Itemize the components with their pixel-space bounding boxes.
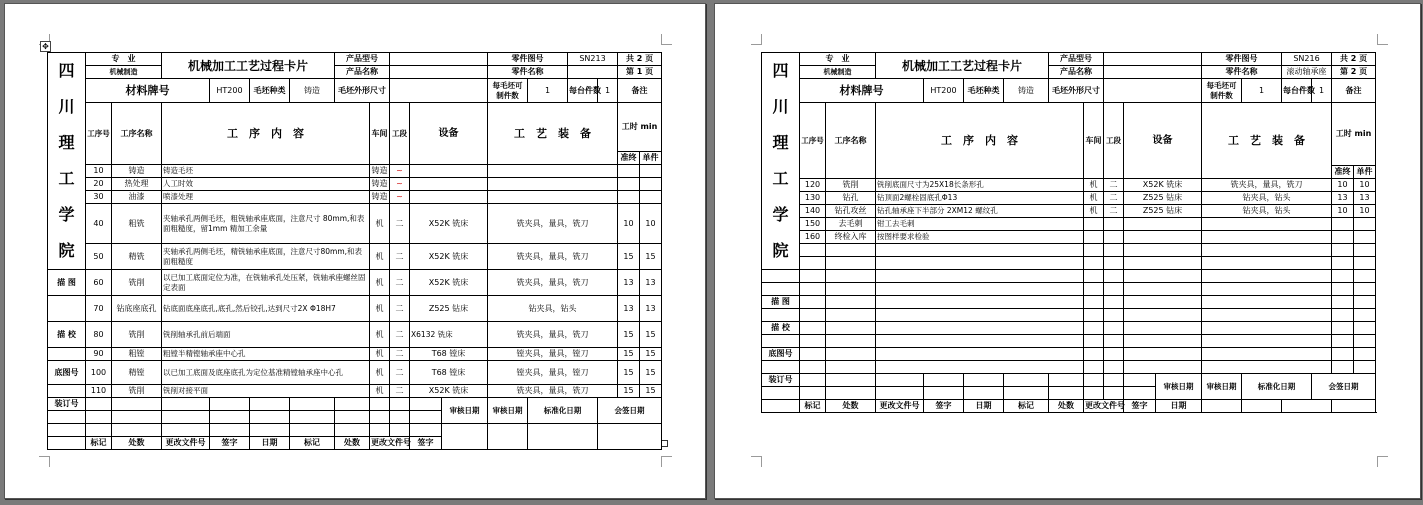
- op-tooling[interactable]: [488, 191, 618, 204]
- op-section[interactable]: 二: [390, 204, 410, 244]
- side-label-check: 描 校: [762, 322, 800, 335]
- crop-mark: [39, 456, 50, 467]
- op-no[interactable]: 30: [86, 191, 112, 204]
- op-name[interactable]: 精铣: [112, 244, 162, 270]
- op-name[interactable]: 铣削: [112, 385, 162, 398]
- table-row: [762, 257, 1376, 270]
- school-name: 四 川 理 工 学 院: [48, 53, 86, 270]
- footer-count: 处数: [826, 400, 876, 413]
- crop-mark: [751, 456, 762, 467]
- op-content[interactable]: 以已加工底面定位为准，在铣轴承孔处压紧，铣轴承座螺丝固定表面: [162, 270, 370, 296]
- op-equipment[interactable]: T68 镗床: [410, 348, 488, 361]
- col-unit-time: 单件: [1354, 166, 1376, 179]
- countersign-date-label: 会签日期: [1312, 374, 1376, 400]
- specialty-label: 专 业: [800, 53, 876, 66]
- blank-size-label: 毛坯外形尺寸: [335, 79, 390, 103]
- material-value[interactable]: HT200: [210, 79, 250, 103]
- table-row: [762, 231, 1376, 244]
- op-section[interactable]: 二: [390, 348, 410, 361]
- op-content[interactable]: 铸造毛坯: [162, 165, 370, 178]
- crop-mark: [751, 34, 762, 45]
- op-no[interactable]: 100: [86, 361, 112, 385]
- table-row: [48, 348, 662, 361]
- footer-count-2: 处数: [335, 437, 370, 450]
- parts-per-unit-label: 每台件数: [568, 79, 598, 103]
- table-row: [762, 192, 1376, 205]
- op-content[interactable]: 钻孔轴承座下半部分 2XM12 螺纹孔: [876, 205, 1084, 218]
- table-row: [762, 335, 1376, 348]
- op-section[interactable]: 二: [1104, 179, 1124, 192]
- footer-sign: 签字: [924, 400, 964, 413]
- op-no[interactable]: 60: [86, 270, 112, 296]
- op-workshop[interactable]: 机: [370, 244, 390, 270]
- material-label: 材料牌号: [86, 79, 210, 103]
- op-workshop[interactable]: 机: [1084, 205, 1104, 218]
- parts-per-blank-value[interactable]: 1: [1242, 79, 1282, 103]
- op-tooling[interactable]: [1202, 218, 1332, 231]
- footer-doc-no: 更改文件号: [876, 400, 924, 413]
- op-workshop[interactable]: 铸造: [370, 191, 390, 204]
- op-section[interactable]: 二: [390, 385, 410, 398]
- op-equipment[interactable]: X52K 铣床: [410, 204, 488, 244]
- op-workshop[interactable]: 机: [370, 322, 390, 348]
- op-tooling[interactable]: 钻夹具，钻头: [488, 296, 618, 322]
- op-unit[interactable]: 15: [640, 361, 662, 385]
- part-name-value[interactable]: 滚动轴承座: [1282, 66, 1332, 79]
- op-equipment[interactable]: [410, 191, 488, 204]
- op-content[interactable]: 铣削轴承孔前后端面: [162, 322, 370, 348]
- part-no-value[interactable]: SN213: [568, 53, 618, 66]
- op-equipment[interactable]: X52K 铣床: [1124, 179, 1202, 192]
- col-prep-time: 准终: [1332, 166, 1354, 179]
- table-row: [48, 191, 662, 204]
- specialty-value: 机械制造: [86, 66, 162, 79]
- op-prep[interactable]: [618, 178, 640, 191]
- footer-count-2: 处数: [1049, 400, 1084, 413]
- op-prep[interactable]: 15: [618, 385, 640, 398]
- op-prep[interactable]: 13: [1332, 192, 1354, 205]
- blank-type-label: 毛坯种类: [250, 79, 290, 103]
- op-unit[interactable]: [640, 165, 662, 178]
- footer-date-2: 日期: [1156, 400, 1202, 413]
- table-row: [48, 165, 662, 178]
- op-tooling[interactable]: 钻夹具，钻头: [1202, 192, 1332, 205]
- footer-sign-2: 签字: [1124, 400, 1156, 413]
- op-no[interactable]: 40: [86, 204, 112, 244]
- countersign-date-label: 会签日期: [598, 398, 662, 424]
- op-name[interactable]: 热处理: [112, 178, 162, 191]
- document-page-2: [714, 3, 1421, 499]
- op-workshop[interactable]: [1084, 231, 1104, 244]
- table-resize-handle-icon[interactable]: [661, 440, 668, 447]
- table-row: [762, 361, 1376, 374]
- specialty-label: 专 业: [86, 53, 162, 66]
- op-unit[interactable]: 15: [640, 348, 662, 361]
- op-no[interactable]: 120: [800, 179, 826, 192]
- op-workshop[interactable]: 机: [370, 385, 390, 398]
- part-name-value[interactable]: [568, 66, 618, 79]
- op-section[interactable]: 二: [390, 361, 410, 385]
- op-name[interactable]: 钻底座底孔: [112, 296, 162, 322]
- col-section: 工段: [390, 103, 410, 165]
- op-content[interactable]: 按图样要求检验: [876, 231, 1084, 244]
- op-tooling[interactable]: [488, 165, 618, 178]
- op-name[interactable]: 铣削: [112, 322, 162, 348]
- op-equipment[interactable]: X52K 铣床: [410, 270, 488, 296]
- op-no[interactable]: 90: [86, 348, 112, 361]
- material-value[interactable]: HT200: [924, 79, 964, 103]
- col-op-no: 工序号: [86, 103, 112, 165]
- table-row: [762, 270, 1376, 283]
- review-date-label-2: 审核日期: [1202, 374, 1242, 400]
- col-tooling: 工 艺 装 备: [1202, 103, 1332, 179]
- table-row: [762, 296, 1376, 309]
- remark-label: 备注: [618, 79, 662, 103]
- col-equipment: 设备: [1124, 103, 1202, 179]
- op-prep[interactable]: 10: [618, 204, 640, 244]
- op-equipment[interactable]: [410, 178, 488, 191]
- card-title: 机械加工工艺过程卡片: [162, 53, 335, 79]
- side-label-base-no: 底图号: [762, 348, 800, 361]
- side-cell: [48, 348, 86, 361]
- parts-per-unit-value[interactable]: 1: [1312, 79, 1332, 103]
- op-unit[interactable]: [1354, 218, 1376, 231]
- footer-date: 日期: [964, 400, 1004, 413]
- footer-sign: 签字: [210, 437, 250, 450]
- op-no[interactable]: 70: [86, 296, 112, 322]
- op-no[interactable]: 80: [86, 322, 112, 348]
- standardization-date-label: 标准化日期: [528, 398, 598, 424]
- parts-per-blank-label: 每毛坯可制件数: [488, 79, 528, 103]
- crop-mark: [1377, 34, 1388, 45]
- op-name[interactable]: 终检入库: [826, 231, 876, 244]
- crop-mark: [661, 456, 672, 467]
- product-name-value[interactable]: [390, 66, 488, 79]
- col-tooling: 工 艺 装 备: [488, 103, 618, 165]
- op-name[interactable]: 钻孔: [826, 192, 876, 205]
- op-workshop[interactable]: 铸造: [370, 165, 390, 178]
- op-tooling[interactable]: 镗夹具，量具，镗刀: [488, 361, 618, 385]
- table-row: [48, 322, 662, 348]
- parts-per-unit-value[interactable]: 1: [598, 79, 618, 103]
- table-row: [48, 361, 662, 385]
- blank-size-label: 毛坯外形尺寸: [1049, 79, 1104, 103]
- op-content[interactable]: 钻底面底座底孔,底孔,然后铰孔,达到尺寸2X Φ18H7: [162, 296, 370, 322]
- remark-label: 备注: [1332, 79, 1376, 103]
- op-tooling[interactable]: 铣夹具，量具，铣刀: [488, 322, 618, 348]
- op-workshop[interactable]: 机: [370, 361, 390, 385]
- side-cell: [48, 385, 86, 398]
- parts-per-blank-label: 每毛坯可制件数: [1202, 79, 1242, 103]
- op-unit[interactable]: 15: [640, 244, 662, 270]
- op-section[interactable]: 二: [390, 322, 410, 348]
- side-label-draw: 描 图: [762, 296, 800, 309]
- op-unit[interactable]: 15: [640, 385, 662, 398]
- op-name[interactable]: 粗铣: [112, 204, 162, 244]
- op-content[interactable]: 人工时效: [162, 178, 370, 191]
- col-op-content: 工 序 内 容: [162, 103, 370, 165]
- op-name[interactable]: 粗镗: [112, 348, 162, 361]
- process-card-table: [761, 52, 1376, 413]
- op-content[interactable]: 夹轴承孔两侧毛坯，粗铣轴承座底面，注意尺寸 80mm,和表面粗糙度，留1mm 精加工余量: [162, 204, 370, 244]
- table-row: [762, 244, 1376, 257]
- op-content[interactable]: 铣削底面尺寸为25X18长条形孔: [876, 179, 1084, 192]
- part-no-label: 零件图号: [488, 53, 568, 66]
- col-op-name: 工序名称: [112, 103, 162, 165]
- op-tooling[interactable]: 铣夹具，量具，铣刀: [488, 385, 618, 398]
- blank-size-value[interactable]: [390, 79, 488, 103]
- op-no[interactable]: 140: [800, 205, 826, 218]
- footer-date: 日期: [250, 437, 290, 450]
- op-prep[interactable]: 15: [618, 322, 640, 348]
- footer-doc-no-2: 更改文件号: [370, 437, 410, 450]
- product-name-label: 产品名称: [335, 66, 390, 79]
- total-pages: 共 2 页: [1332, 53, 1376, 66]
- op-section[interactable]: [1104, 218, 1124, 231]
- table-row: [762, 205, 1376, 218]
- op-section[interactable]: ~: [390, 178, 410, 191]
- side-cell: [48, 296, 86, 322]
- op-unit[interactable]: 10: [1354, 179, 1376, 192]
- page-number: 第 1 页: [618, 66, 662, 79]
- op-content[interactable]: 喷漆处理: [162, 191, 370, 204]
- op-unit[interactable]: 13: [1354, 192, 1376, 205]
- table-row: [48, 296, 662, 322]
- op-equipment[interactable]: [1124, 218, 1202, 231]
- op-unit[interactable]: 10: [1354, 205, 1376, 218]
- op-name[interactable]: 油漆: [112, 191, 162, 204]
- table-row: [762, 179, 1376, 192]
- review-date-label-2: 审核日期: [488, 398, 528, 424]
- op-tooling[interactable]: 铣夹具，量具，铣刀: [1202, 179, 1332, 192]
- op-equipment[interactable]: [1124, 231, 1202, 244]
- op-equipment[interactable]: Z525 钻床: [1124, 192, 1202, 205]
- part-no-label: 零件图号: [1202, 53, 1282, 66]
- parts-per-unit-label: 每台件数: [1282, 79, 1312, 103]
- op-unit[interactable]: [640, 178, 662, 191]
- col-equipment: 设备: [410, 103, 488, 165]
- table-row: [48, 178, 662, 191]
- op-prep[interactable]: [618, 165, 640, 178]
- product-model-label: 产品型号: [335, 53, 390, 66]
- op-section[interactable]: ~: [390, 165, 410, 178]
- side-label-bind-no: 装订号: [48, 398, 86, 411]
- op-prep[interactable]: 15: [618, 361, 640, 385]
- op-name[interactable]: 铣削: [826, 179, 876, 192]
- op-section[interactable]: 二: [390, 296, 410, 322]
- table-move-handle-icon[interactable]: ✥: [40, 41, 51, 52]
- blank-type-value[interactable]: 铸造: [1004, 79, 1049, 103]
- op-prep[interactable]: 10: [1332, 179, 1354, 192]
- product-model-value[interactable]: [390, 53, 488, 66]
- col-workshop: 车间: [370, 103, 390, 165]
- side-label-draw: 描 图: [48, 270, 86, 296]
- specialty-value: 机械制造: [800, 66, 876, 79]
- table-row: [48, 204, 662, 244]
- op-no[interactable]: 20: [86, 178, 112, 191]
- review-date-label: 审核日期: [442, 398, 488, 424]
- op-prep[interactable]: 15: [618, 244, 640, 270]
- op-content[interactable]: 粗镗半精镗轴承座中心孔: [162, 348, 370, 361]
- col-prep-time: 准终: [618, 152, 640, 165]
- op-no[interactable]: 50: [86, 244, 112, 270]
- op-prep[interactable]: [1332, 218, 1354, 231]
- op-name[interactable]: 铸造: [112, 165, 162, 178]
- product-name-value[interactable]: [1104, 66, 1202, 79]
- op-workshop[interactable]: 机: [370, 296, 390, 322]
- footer-mark: 标记: [800, 400, 826, 413]
- op-workshop[interactable]: [1084, 218, 1104, 231]
- footer-mark: 标记: [86, 437, 112, 450]
- side-label-check: 描 校: [48, 322, 86, 348]
- op-section[interactable]: 二: [390, 270, 410, 296]
- blank-type-value[interactable]: 铸造: [290, 79, 335, 103]
- blank-type-label: 毛坯种类: [964, 79, 1004, 103]
- footer-sign-2: 签字: [410, 437, 442, 450]
- op-content[interactable]: 以已加工底面及底座底孔为定位基准精镗轴承座中心孔: [162, 361, 370, 385]
- op-equipment[interactable]: Z525 钻床: [1124, 205, 1202, 218]
- op-section[interactable]: 二: [1104, 205, 1124, 218]
- op-section[interactable]: ~: [390, 191, 410, 204]
- op-equipment[interactable]: X6132 铣床: [410, 322, 488, 348]
- op-unit[interactable]: [1354, 231, 1376, 244]
- op-tooling[interactable]: 铣夹具，量具，铣刀: [488, 204, 618, 244]
- op-unit[interactable]: 13: [640, 270, 662, 296]
- table-row: [762, 283, 1376, 296]
- product-model-value[interactable]: [1104, 53, 1202, 66]
- op-tooling[interactable]: 铣夹具，量具，铣刀: [488, 270, 618, 296]
- op-workshop[interactable]: 铸造: [370, 178, 390, 191]
- card-title: 机械加工工艺过程卡片: [876, 53, 1049, 79]
- product-model-label: 产品型号: [1049, 53, 1104, 66]
- standardization-date-label: 标准化日期: [1242, 374, 1312, 400]
- side-label-base-no: 底图号: [48, 361, 86, 385]
- table-row: [48, 385, 662, 398]
- footer-doc-no: 更改文件号: [162, 437, 210, 450]
- school-name: 四 川 理 工 学 院: [762, 53, 800, 270]
- op-unit[interactable]: 10: [640, 204, 662, 244]
- col-op-content: 工 序 内 容: [876, 103, 1084, 179]
- op-prep[interactable]: [618, 191, 640, 204]
- op-content[interactable]: 夹轴承孔两侧毛坯，精铣轴承座底面，注意尺寸80mm,和表面粗糙度: [162, 244, 370, 270]
- op-unit[interactable]: [640, 191, 662, 204]
- col-op-name: 工序名称: [826, 103, 876, 179]
- part-name-label: 零件名称: [1202, 66, 1282, 79]
- op-equipment[interactable]: T68 镗床: [410, 361, 488, 385]
- op-no[interactable]: 130: [800, 192, 826, 205]
- op-workshop[interactable]: 机: [370, 348, 390, 361]
- op-no[interactable]: 110: [86, 385, 112, 398]
- process-card-table: [47, 52, 662, 450]
- op-content[interactable]: 钻顶面2螺栓固底孔Φ13: [876, 192, 1084, 205]
- op-name[interactable]: 铣削: [112, 270, 162, 296]
- op-workshop[interactable]: 机: [370, 204, 390, 244]
- op-no[interactable]: 10: [86, 165, 112, 178]
- op-unit[interactable]: 13: [640, 296, 662, 322]
- op-name[interactable]: 精镗: [112, 361, 162, 385]
- footer-doc-no-2: 更改文件号: [1084, 400, 1124, 413]
- op-no[interactable]: 160: [800, 231, 826, 244]
- op-equipment[interactable]: X52K 铣床: [410, 244, 488, 270]
- op-tooling[interactable]: 镗夹具，量具，镗刀: [488, 348, 618, 361]
- op-equipment[interactable]: Z525 钻床: [410, 296, 488, 322]
- product-name-label: 产品名称: [1049, 66, 1104, 79]
- crop-mark: [1377, 456, 1388, 467]
- op-tooling[interactable]: 钻夹具，钻头: [1202, 205, 1332, 218]
- op-unit[interactable]: 15: [640, 322, 662, 348]
- document-page-1: [4, 3, 706, 499]
- parts-per-blank-value[interactable]: 1: [528, 79, 568, 103]
- op-equipment[interactable]: [410, 165, 488, 178]
- op-tooling[interactable]: 铣夹具，量具，铣刀: [488, 244, 618, 270]
- op-section[interactable]: 二: [390, 244, 410, 270]
- op-tooling[interactable]: [488, 178, 618, 191]
- op-content[interactable]: 铣削对接平面: [162, 385, 370, 398]
- page-number: 第 2 页: [1332, 66, 1376, 79]
- op-section[interactable]: 二: [1104, 192, 1124, 205]
- col-time: 工时 min: [1332, 103, 1376, 166]
- col-op-no: 工序号: [800, 103, 826, 179]
- col-workshop: 车间: [1084, 103, 1104, 179]
- side-label-bind-no: 装订号: [762, 374, 800, 387]
- op-workshop[interactable]: 机: [1084, 192, 1104, 205]
- op-content[interactable]: 钳工去毛刺: [876, 218, 1084, 231]
- crop-mark: [661, 34, 672, 45]
- review-date-label: 审核日期: [1156, 374, 1202, 400]
- footer-count: 处数: [112, 437, 162, 450]
- op-prep[interactable]: 10: [1332, 205, 1354, 218]
- op-name[interactable]: 去毛刺: [826, 218, 876, 231]
- op-prep[interactable]: [1332, 231, 1354, 244]
- op-prep[interactable]: 15: [618, 348, 640, 361]
- blank-size-value[interactable]: [1104, 79, 1202, 103]
- table-row: [762, 348, 1376, 361]
- part-no-value[interactable]: SN216: [1282, 53, 1332, 66]
- op-section[interactable]: [1104, 231, 1124, 244]
- op-workshop[interactable]: 机: [1084, 179, 1104, 192]
- op-no[interactable]: 150: [800, 218, 826, 231]
- total-pages: 共 2 页: [618, 53, 662, 66]
- table-row: [48, 270, 662, 296]
- part-name-label: 零件名称: [488, 66, 568, 79]
- table-row: [762, 322, 1376, 335]
- table-row: [48, 244, 662, 270]
- col-section: 工段: [1104, 103, 1124, 179]
- material-label: 材料牌号: [800, 79, 924, 103]
- op-tooling[interactable]: [1202, 231, 1332, 244]
- footer-mark-2: 标记: [1004, 400, 1049, 413]
- footer-mark-2: 标记: [290, 437, 335, 450]
- table-row: [762, 218, 1376, 231]
- table-row: [762, 309, 1376, 322]
- op-name[interactable]: 钻孔攻丝: [826, 205, 876, 218]
- op-prep[interactable]: 13: [618, 270, 640, 296]
- col-time: 工时 min: [618, 103, 662, 152]
- op-prep[interactable]: 13: [618, 296, 640, 322]
- op-workshop[interactable]: 机: [370, 270, 390, 296]
- op-equipment[interactable]: X52K 铣床: [410, 385, 488, 398]
- col-unit-time: 单件: [640, 152, 662, 165]
